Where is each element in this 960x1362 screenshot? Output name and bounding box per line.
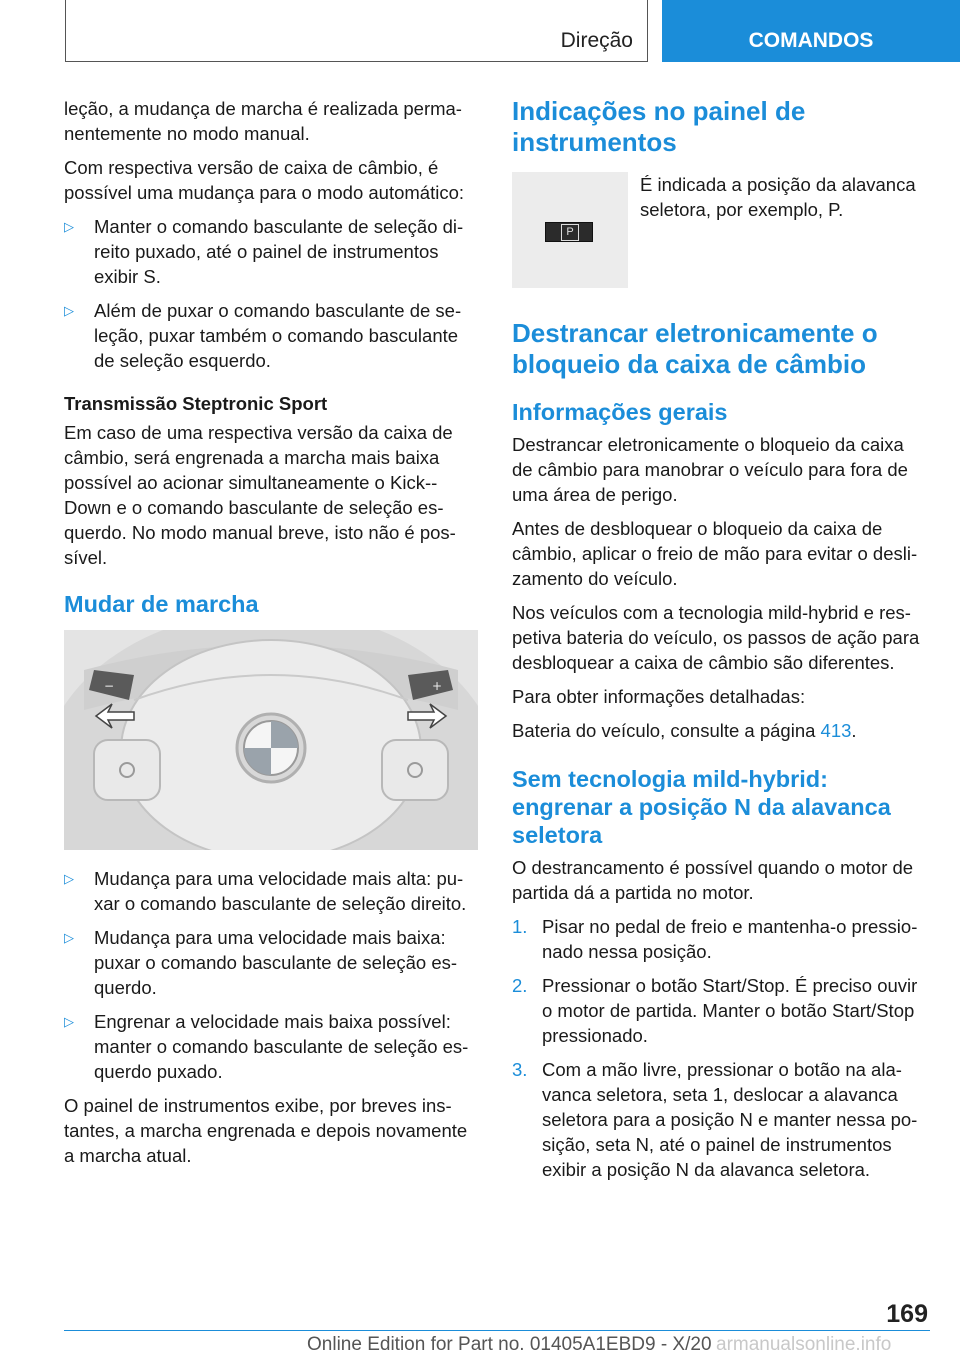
list-item	[64, 1009, 478, 1084]
paragraph: É indicada a posição da alavanca seletora, por exemplo, P.	[640, 174, 916, 220]
heading-mudar-de-marcha: Mudar de marcha	[64, 591, 259, 617]
instrument-indicator-block	[512, 172, 928, 288]
step-number: 2.	[512, 975, 528, 996]
header-section-title: Direção	[560, 29, 633, 52]
paragraph: Para obter informações detalhadas:	[512, 686, 806, 707]
list-item-text: Mudança para uma velocidade mais alta: pu-xar o comando basculante de seleção direito.	[94, 868, 467, 914]
triangle-bullet-icon: ▷	[64, 303, 74, 318]
header-section-box	[65, 0, 648, 62]
list-item	[512, 1057, 928, 1182]
paddle-plus-label: +	[432, 679, 443, 693]
heading-sem-mild-hybrid: Sem tecnologia mild-hybrid: engrenar a posição N da alavanca seletora	[512, 766, 891, 848]
paragraph: Nos veículos com a tecnologia mild-hybrid e res-petiva bateria do veículo, os passos de ação para desbloquear a caixa de câmbio são diferentes.	[512, 602, 920, 673]
paddle-minus-label: −	[104, 679, 115, 693]
steering-wheel-image	[64, 630, 478, 850]
paragraph-reference	[512, 718, 928, 743]
paragraph: Destrancar eletronicamente o bloqueio da caixa de câmbio para manobrar o veículo para fora de uma área de perigo.	[512, 434, 908, 505]
step-text: Pressionar o botão Start/Stop. É preciso ouvir o motor de partida. Manter o botão Start/Stop pressionado.	[542, 975, 918, 1046]
list-item	[64, 214, 478, 289]
list-item	[64, 925, 478, 1000]
gear-display	[545, 222, 593, 242]
list-item	[512, 914, 928, 964]
list-item-text: Engrenar a velocidade mais baixa possível: manter o comando basculante de seleção es-querdo puxado.	[94, 1011, 469, 1082]
list-item-text: Mudança para uma velocidade mais baixa: puxar o comando basculante de seleção es-querdo.	[94, 927, 458, 998]
list-item	[512, 973, 928, 1048]
heading-indicacoes: Indicações no painel de instrumentos	[512, 96, 806, 157]
gear-indicator-image	[512, 172, 628, 288]
paragraph: O destrancamento é possível quando o motor de partida dá a partida no motor.	[512, 857, 914, 903]
subheading-steptronic: Transmissão Steptronic Sport	[64, 393, 328, 414]
left-column	[64, 96, 478, 1177]
list-item-text: Manter o comando basculante de seleção di-reito puxado, até o painel de instrumentos exibir S.	[94, 216, 464, 287]
right-column	[512, 96, 928, 1191]
step-text: Pisar no pedal de freio e mantenha-o pressio-nado nessa posição.	[542, 916, 918, 962]
step-number: 1.	[512, 916, 528, 937]
list-item-text: Além de puxar o comando basculante de se-leção, puxar também o comando basculante de seleção esquerdo.	[94, 300, 462, 371]
page-number: 169	[886, 1300, 928, 1328]
paragraph: leção, a mudança de marcha é realizada perma-nentemente no modo manual.	[64, 98, 462, 144]
step-text: Com a mão livre, pressionar o botão na ala-vanca seletora, seta 1, deslocar a alavanca seletora para a posição N e manter nessa po-sição, seta N, até o painel de instrumentos exibir a posição N da alavanca seletora.	[542, 1059, 918, 1180]
paragraph: Antes de desbloquear o bloqueio da caixa de câmbio, aplicar o freio de mão para evitar o desli-zamento do veículo.	[512, 518, 918, 589]
list-item	[64, 866, 478, 916]
paragraph: Com respectiva versão de caixa de câmbio, é possível uma mudança para o modo automático:	[64, 157, 465, 203]
steering-wheel-illustration	[64, 630, 478, 850]
heading-informacoes-gerais: Informações gerais	[512, 399, 728, 425]
footer-edition: Online Edition for Part no. 01405A1EBD9 - X/20	[307, 1334, 712, 1355]
triangle-bullet-icon: ▷	[64, 871, 74, 886]
triangle-bullet-icon: ▷	[64, 930, 74, 945]
triangle-bullet-icon: ▷	[64, 219, 74, 234]
list-item	[64, 298, 478, 373]
step-number: 3.	[512, 1059, 528, 1080]
page-reference-link[interactable]: 413	[820, 720, 852, 741]
gear-p-label: P	[561, 224, 579, 241]
footer-watermark: armanualsonline.info	[716, 1334, 892, 1355]
reference-text: Bateria do veículo, consulte a página	[512, 720, 821, 741]
footer-divider	[64, 1330, 930, 1331]
paragraph: Em caso de uma respectiva versão da caixa de câmbio, será engrenada a marcha mais baixa possível ao acionar simultaneamente o Kick--Down e o comando basculante de seleção es-querdo. No modo manual breve, isto não é pos-sível.	[64, 422, 456, 568]
paragraph: O painel de instrumentos exibe, por breves ins-tantes, a marcha engrenada e depois novamente a marcha atual.	[64, 1095, 468, 1166]
triangle-bullet-icon: ▷	[64, 1014, 74, 1029]
reference-period: .	[851, 720, 857, 741]
header-chapter-tab: COMANDOS	[662, 0, 960, 62]
heading-destrancar: Destrancar eletronicamente o bloqueio da caixa de câmbio	[512, 318, 878, 379]
